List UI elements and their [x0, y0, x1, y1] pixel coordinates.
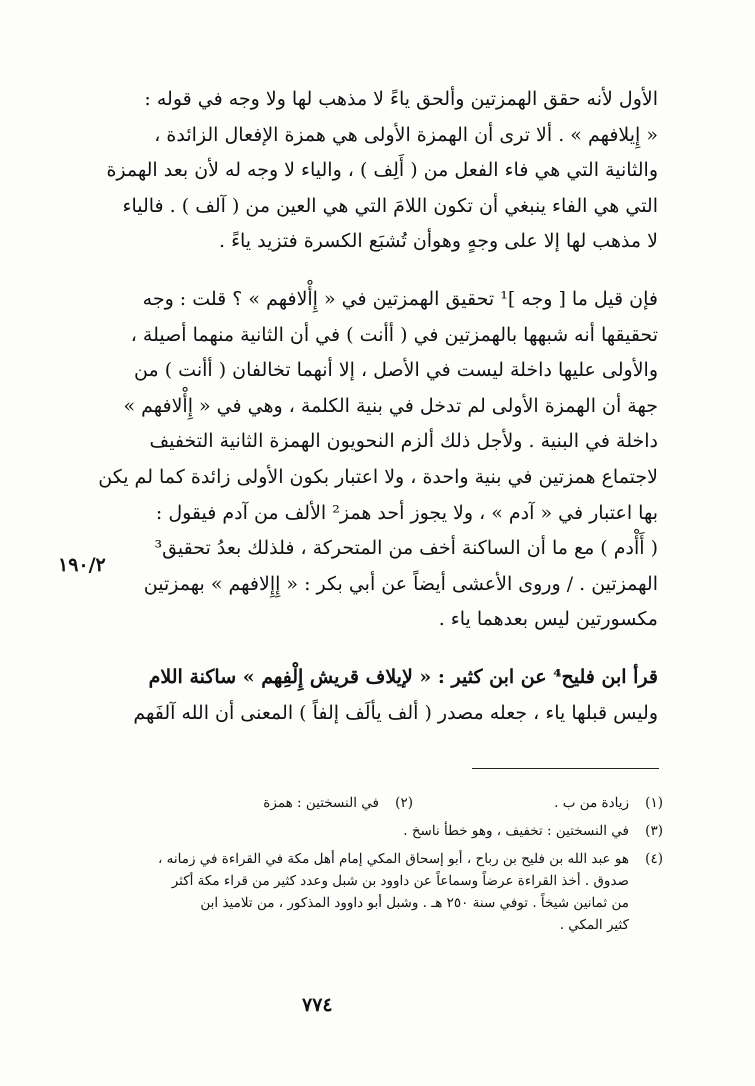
text-line: تحقيقها أنه شبهها بالهمزتين في ( أأنت ) في أن الثانية منهما أصيلة ،	[130, 323, 658, 346]
text-line: فإن قيل ما [ وجه ]¹ تحقيق الهمزتين في « إِأْلافهم » ؟ قلت : وجه	[142, 287, 658, 310]
margin-folio-reference: ١٩٠/٢	[58, 554, 106, 576]
footnote-line: كثير المكي .	[559, 917, 629, 933]
footnote-3	[98, 820, 663, 842]
paragraph-1	[98, 82, 658, 260]
text-line: بها اعتبار في « آدم » ، ولا يجوز أحد همز² الألف من آدم فيقول :	[155, 501, 658, 524]
footnote-4	[98, 848, 663, 936]
footnote-number: (٢)	[395, 795, 413, 811]
footnote-number: (١)	[645, 795, 663, 811]
footnote-number: (٤)	[645, 851, 663, 867]
footnote-row	[98, 792, 663, 814]
footnote-1	[413, 792, 663, 814]
paragraph-3	[98, 660, 658, 731]
text-line: والأولى عليها داخلة ليست في الأصل ، إلا أنهما تخالفان ( أأنت ) من	[134, 359, 658, 382]
text-line: والثانية التي هي فاء الفعل من ( أَلِف ) ، والياء لا وجه له لأن بعد الهمزة	[106, 159, 658, 182]
paragraph-gap	[98, 638, 658, 660]
footnote-separator	[472, 768, 659, 769]
footnotes	[98, 792, 663, 936]
paragraph-2	[98, 282, 658, 638]
text-line: « إِيلافهم » . ألا ترى أن الهمزة الأولى هي همزة الإفعال الزائدة ،	[154, 123, 658, 146]
text-line: داخلة في البنية . ولأجل ذلك ألزم النحويون الهمزة الثانية التخفيف	[149, 430, 658, 453]
footnote-line: صدوق . أخذ القراءة عرضاً وسماعاً عن داوود بن شبل وعدد كثير من قراء مكة أكثر	[171, 873, 629, 889]
footnote-2	[163, 792, 413, 814]
text-line: جهة أن الهمزة الأولى لم تدخل في بنية الكلمة ، وهي في « إِأْلافهم »	[123, 394, 658, 417]
footnote-number: (٣)	[645, 823, 663, 839]
text-line: التي هي الفاء ينبغي أن تكون اللامَ التي هي العين من ( آلف ) . فالياء	[122, 194, 658, 217]
footnote-text	[98, 848, 629, 936]
text-line: وليس قبلها ياء ، جعله مصدر ( ألف يألَف إلفاً ) المعنى أن الله آلفَهم	[133, 701, 658, 724]
footnote-line: من ثمانين شيخاً . توفي سنة ٢٥٠ هـ . وشبل أبو داوود المذكور ، من تلاميذ ابن	[200, 895, 629, 911]
footnote-text: زيادة من ب .	[554, 795, 629, 811]
main-text	[98, 82, 658, 731]
text-line: لا مذهب لها إلا على وجهٍ وهوأن تُشبَع الكسرة فتزيد ياءً .	[218, 230, 658, 253]
text-line: لاجتماع همزتين في بنية واحدة ، ولا اعتبار بكون الأولى زائدة كما لم يكن	[98, 465, 658, 488]
footnote-line: هو عبد الله بن فليح بن رباح ، أبو إسحاق المكي إمام أهل مكة في القراءة في زمانه ،	[158, 851, 629, 867]
text-line: الهمزتين . / وروى الأعشى أيضاً عن أبي بكر : « إِإِلافهم » بهمزتين	[143, 572, 658, 595]
text-line: ( أَأْدم ) مع ما أن الساكنة أخف من المتحركة ، فلذلك بعدُ تحقيق³	[154, 537, 658, 560]
text-line: قرأ ابن فليح⁴ عن ابن كثير : « لإيلاف قريش إِلْفِهم » ساكنة اللام	[148, 665, 658, 688]
page-number: ٧٧٤	[302, 994, 333, 1016]
footnote-text: في النسختين : همزة	[263, 795, 379, 811]
text-line: الأول لأنه حقق الهمزتين وألحق ياءً لا مذهب لها ولا وجه في قوله :	[144, 88, 658, 110]
paragraph-gap	[98, 260, 658, 282]
text-line: مكسورتين ليس بعدهما ياء .	[438, 608, 658, 631]
footnote-text: في النسختين : تخفيف ، وهو خطأ ناسخ .	[403, 823, 629, 839]
